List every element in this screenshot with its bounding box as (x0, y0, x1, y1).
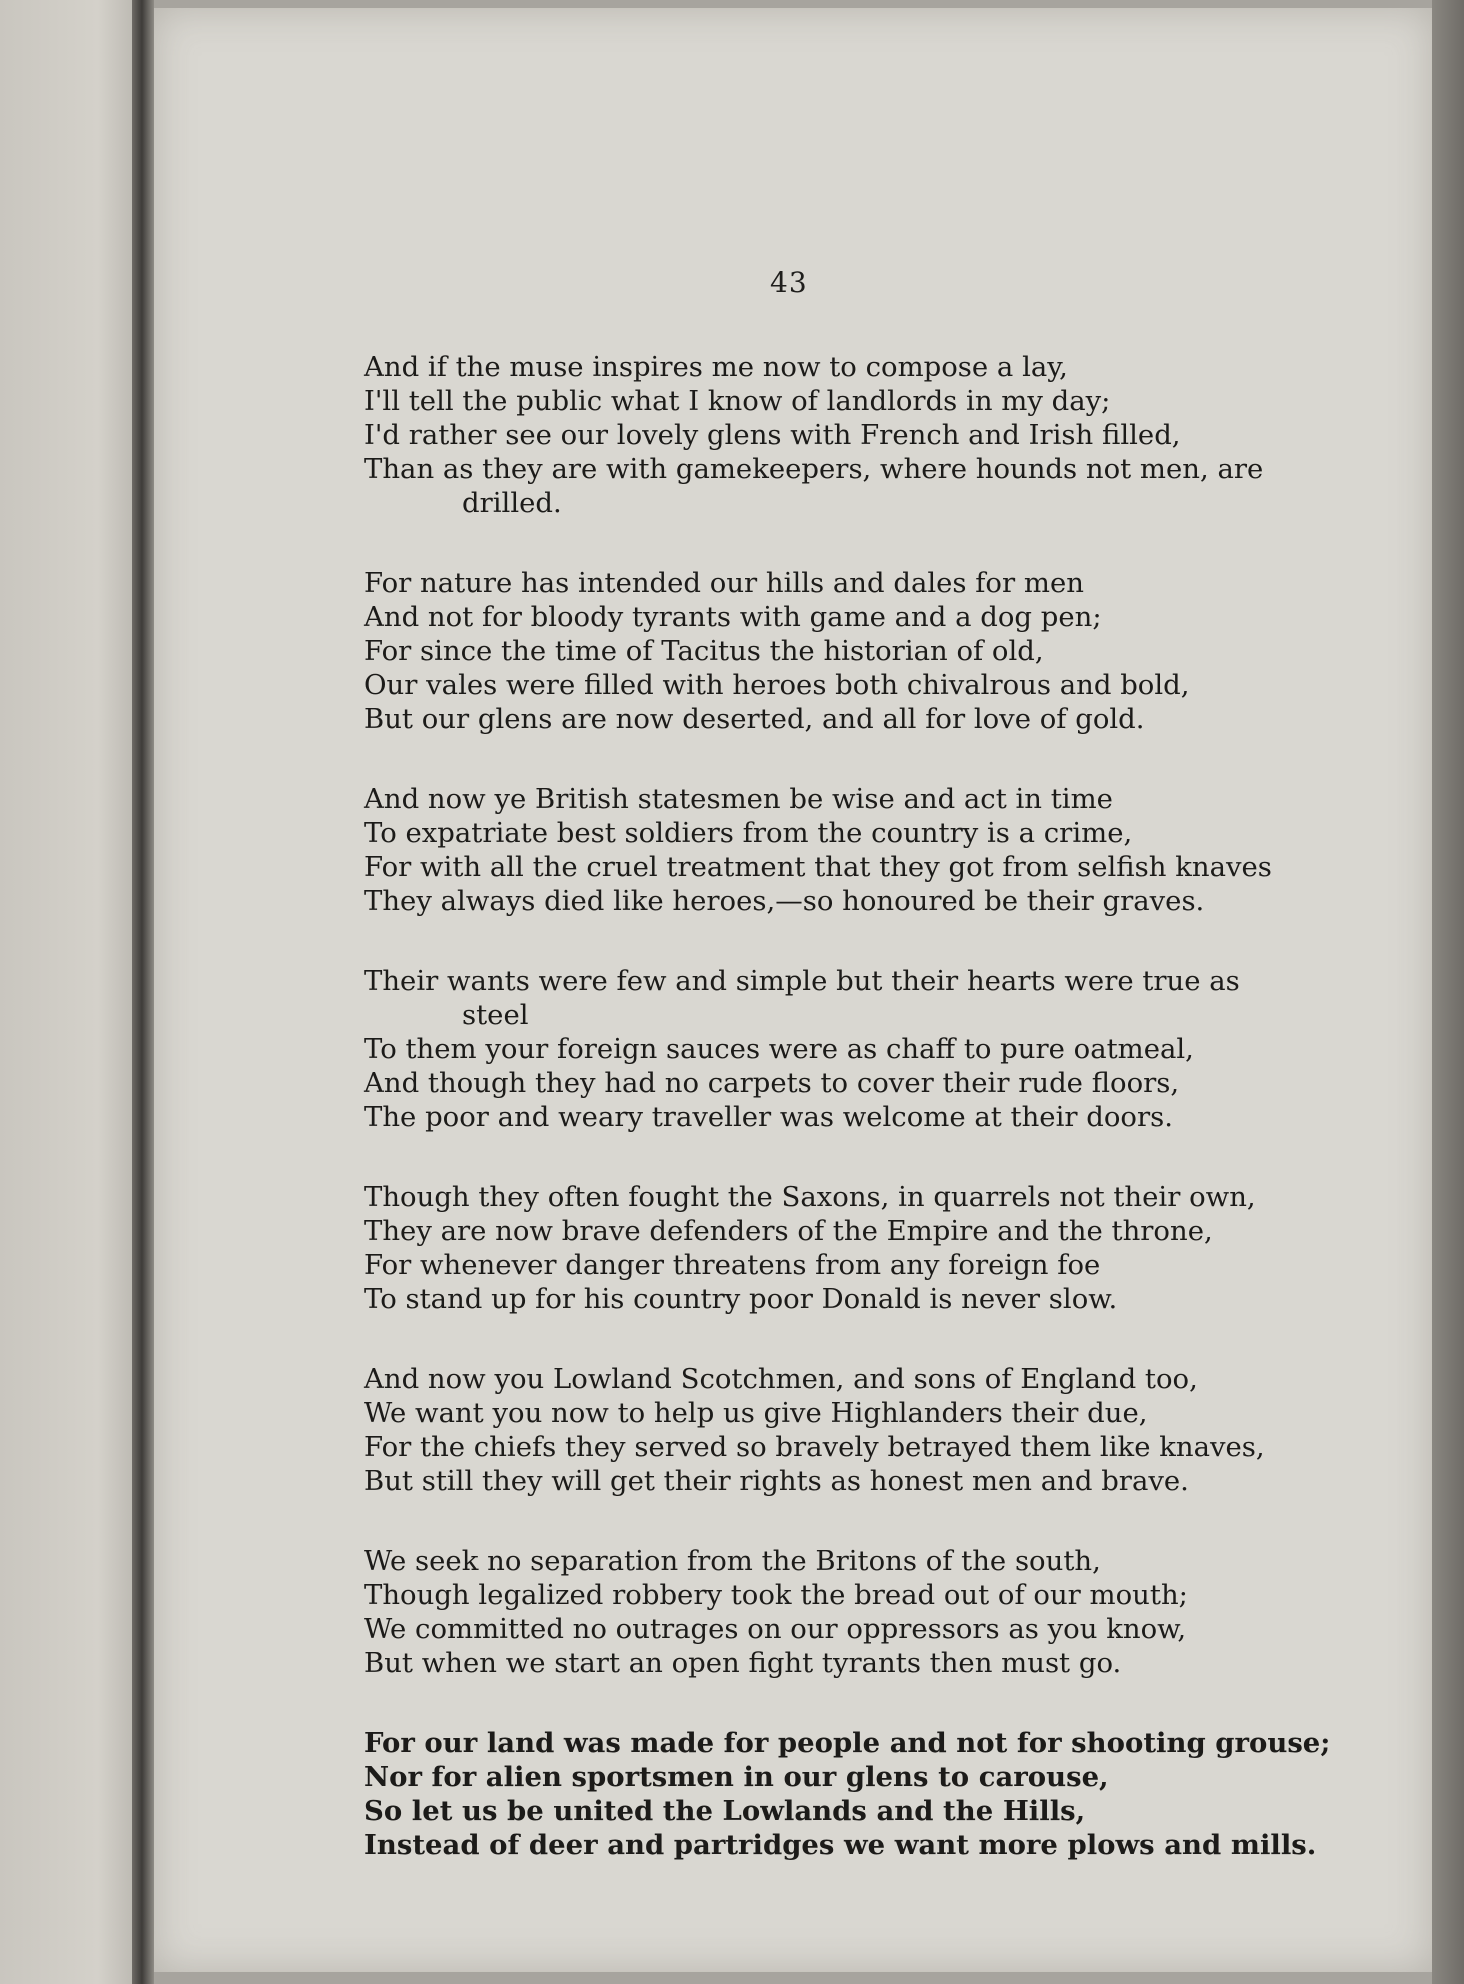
poem-line: But our glens are now deserted, and all for love of gold. (364, 703, 1145, 735)
poem-line: And now ye British statesmen be wise and act in time (364, 783, 1113, 815)
scan-border (1432, 0, 1464, 1984)
poem-line: And now you Lowland Scotchmen, and sons of England too, (364, 1363, 1198, 1395)
poem-line: Nor for alien sportsmen in our glens to carouse, (364, 1761, 1109, 1793)
poem-line: So let us be united the Lowlands and the Hills, (364, 1795, 1086, 1827)
poem-line: Than as they are with gamekeepers, where hounds not men, are (364, 453, 1264, 485)
poem-line: To stand up for his country poor Donald is never slow. (364, 1283, 1118, 1315)
poem-line: Instead of deer and partridges we want more plows and mills. (364, 1829, 1317, 1861)
poem-line: For nature has intended our hills and dales for men (364, 567, 1084, 599)
facing-page-edge (0, 0, 140, 1984)
poem-line: We want you now to help us give Highlanders their due, (364, 1397, 1148, 1429)
poem-line: They are now brave defenders of the Empire and the throne, (364, 1215, 1213, 1247)
poem-line: For whenever danger threatens from any foreign foe (364, 1249, 1101, 1281)
poem-line-continuation: steel (462, 999, 529, 1031)
poem-line: For with all the cruel treatment that they got from selfish knaves (364, 851, 1272, 883)
poem-line: And not for bloody tyrants with game and a dog pen; (364, 601, 1102, 633)
poem-line: They always died like heroes,—so honoured be their graves. (364, 885, 1205, 917)
stanza-7 (364, 1544, 1324, 1680)
stanza-5 (364, 1180, 1324, 1316)
stanza-6 (364, 1362, 1324, 1498)
poem-line: I'd rather see our lovely glens with French and Irish filled, (364, 419, 1181, 451)
stanza-3 (364, 782, 1324, 918)
stanza-1 (364, 350, 1324, 520)
poem-line: Their wants were few and simple but their hearts were true as (364, 965, 1240, 997)
poem-line: For the chiefs they served so bravely betrayed them like knaves, (364, 1431, 1265, 1463)
stanza-4 (364, 964, 1324, 1134)
poem-text (364, 350, 1331, 1908)
page-number: 43 (770, 266, 808, 299)
poem-line: Our vales were filled with heroes both chivalrous and bold, (364, 669, 1190, 701)
poem-line: And if the muse inspires me now to compose a lay, (364, 351, 1068, 383)
poem-line: For since the time of Tacitus the historian of old, (364, 635, 1044, 667)
poem-line: We committed no outrages on our oppressors as you know, (364, 1613, 1187, 1645)
poem-line-continuation: drilled. (462, 487, 562, 519)
poem-line: For our land was made for people and not for shooting grouse; (364, 1727, 1331, 1759)
poem-line: I'll tell the public what I know of landlords in my day; (364, 385, 1111, 417)
stanza-8 (364, 1726, 1331, 1862)
book-gutter (132, 0, 154, 1984)
poem-line: But when we start an open fight tyrants then must go. (364, 1647, 1122, 1679)
poem-line: But still they will get their rights as honest men and brave. (364, 1465, 1189, 1497)
stanza-2 (364, 566, 1324, 736)
poem-line: To expatriate best soldiers from the country is a crime, (364, 817, 1133, 849)
poem-line: To them your foreign sauces were as chaff to pure oatmeal, (364, 1033, 1194, 1065)
poem-line: Though they often fought the Saxons, in quarrels not their own, (364, 1181, 1256, 1213)
poem-line: The poor and weary traveller was welcome at their doors. (364, 1101, 1173, 1133)
poem-line: We seek no separation from the Britons of the south, (364, 1545, 1101, 1577)
poem-line: Though legalized robbery took the bread out of our mouth; (364, 1579, 1188, 1611)
poem-line: And though they had no carpets to cover their rude floors, (364, 1067, 1180, 1099)
